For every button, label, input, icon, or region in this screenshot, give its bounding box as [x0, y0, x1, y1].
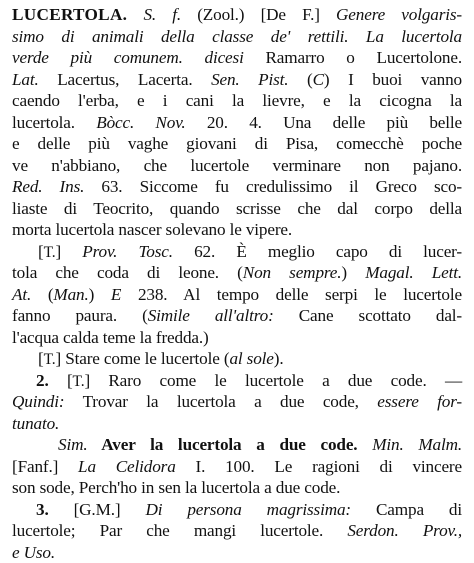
entry-text: ) I buoi vanno [324, 70, 462, 89]
entry-text: tola che coda di leone. ( [12, 263, 243, 282]
entry-text: Red. Ins. [12, 177, 84, 196]
entry-line [12, 348, 462, 370]
entry-line [12, 176, 462, 198]
entry-line [12, 477, 462, 499]
entry-text: liaste di Teocrito, quando scrisse che dal corpo della [12, 199, 462, 218]
entry-line [12, 370, 462, 392]
entry-text: ve n'abbiano, che lucertole verminare non pajano. [12, 156, 462, 175]
entry-text: fanno paura. ( [12, 306, 148, 325]
entry-text: T. [44, 244, 56, 261]
entry-text: Ramarro o Lucertolone. [244, 48, 462, 67]
entry-line [12, 305, 462, 327]
entry-text: [ [49, 371, 73, 390]
entry-text: Prov. Tosc. [82, 242, 173, 261]
entry-text: Lacertus, Lacerta. [39, 70, 211, 89]
entry-line [12, 262, 462, 284]
headword: LUCERTOLA. [12, 5, 127, 24]
entry-text: lucertola. [12, 113, 96, 132]
entry-text: T. [73, 373, 85, 390]
entry-line [12, 499, 462, 521]
entry-text: tunato. [12, 414, 59, 433]
entry-line [12, 391, 462, 413]
entry-text: ( [31, 285, 53, 304]
entry-text: [ [38, 242, 44, 261]
entry-text: Serdon. Prov., [347, 521, 462, 540]
entry-line [12, 155, 462, 177]
entry-text: Quindi: [12, 392, 64, 411]
entry-text: verde più comunem. dicesi [12, 48, 244, 67]
entry-text: 63. Siccome fu credulissimo il Greco sco- [84, 177, 462, 196]
entry-line [12, 241, 462, 263]
entry-text: (Zool.) [De F.] [181, 5, 336, 24]
entry-text: lucertole; Par che mangi lucertole. [12, 521, 347, 540]
entry-text: e Uso. [12, 543, 55, 562]
entry-line [12, 456, 462, 478]
entry-text: La Celidora [78, 457, 176, 476]
entry-line [12, 4, 462, 26]
entry-line [12, 520, 462, 542]
entry-text: al sole [229, 349, 273, 368]
entry-text: Genere volgaris- [336, 5, 462, 24]
entry-text: ] Stare come le lucertole ( [55, 349, 229, 368]
entry-text: Campa di [351, 500, 462, 519]
entry-text: l'acqua calda teme la fredda.) [12, 328, 209, 347]
entry-text: 238. Al tempo delle serpi le lucertole [121, 285, 462, 304]
entry-text: I. 100. Le ragioni di vincere [176, 457, 462, 476]
entry-text: 2. [36, 371, 49, 390]
entry-text: ). [274, 349, 284, 368]
entry-text: Sim. [58, 435, 87, 454]
entry-text: ] Raro come le lucertole a due code. — [84, 371, 462, 390]
entry-text: [ [38, 349, 44, 368]
entry-text: ( [288, 70, 312, 89]
entry-text: ) [341, 263, 365, 282]
entry-text: 62. È meglio capo di lucer- [173, 242, 462, 261]
entry-text: Trovar la lucertola a due code, [64, 392, 377, 411]
entry-text: [G.M.] [49, 500, 146, 519]
entry-text: Bòcc. Nov. [96, 113, 185, 132]
entry-text: Aver la lucertola a due code. [87, 435, 357, 454]
entry-text: T. [44, 351, 56, 368]
entry-text: Magal. Lett. [365, 263, 462, 282]
entry-line [12, 90, 462, 112]
entry-text: 20. 4. Una delle più belle [186, 113, 462, 132]
entry-line [12, 413, 462, 435]
entry-line [12, 26, 462, 48]
entry-line [12, 198, 462, 220]
entry-text: son sode, Perch'ho in sen la lucertola a due code. [12, 478, 340, 497]
entry-text: 3. [36, 500, 49, 519]
entry-text: Lat. [12, 70, 39, 89]
entry-line [12, 434, 462, 456]
entry-text: Non sempre. [243, 263, 342, 282]
entry-text: At. [12, 285, 31, 304]
entry-text: morta lucertola nascer solevano le vipere. [12, 220, 292, 239]
entry-text: essere for- [377, 392, 462, 411]
entry-text: Min. Malm. [357, 435, 462, 454]
entry-text: Sen. Pist. [211, 70, 288, 89]
entry-text: S. f. [127, 5, 181, 24]
entry-text: ) [89, 285, 111, 304]
entry-line [12, 327, 462, 349]
entry-text: simo di animali della classe de' rettili. La lucertola [12, 27, 462, 46]
entry-text: Cane scottato dal- [274, 306, 462, 325]
entry-text: ] [55, 242, 82, 261]
entry-text: caendo l'erba, e i cani la lievre, e la cicogna la [12, 91, 462, 110]
entry-text: [Fanf.] [12, 457, 78, 476]
entry-line [12, 542, 462, 563]
entry-line [12, 47, 462, 69]
entry-text: Simile all'altro: [148, 306, 274, 325]
entry-line [12, 112, 462, 134]
entry-text: E [111, 285, 121, 304]
entry-text: Man. [53, 285, 88, 304]
entry-text: Di persona magrissima: [145, 500, 351, 519]
entry-line [12, 69, 462, 91]
entry-line [12, 133, 462, 155]
entry-line [12, 219, 462, 241]
entry-line [12, 284, 462, 306]
entry-text: e delle più vaghe giovani di Pisa, comecchè poche [12, 134, 462, 153]
entry-text: C [313, 70, 324, 89]
